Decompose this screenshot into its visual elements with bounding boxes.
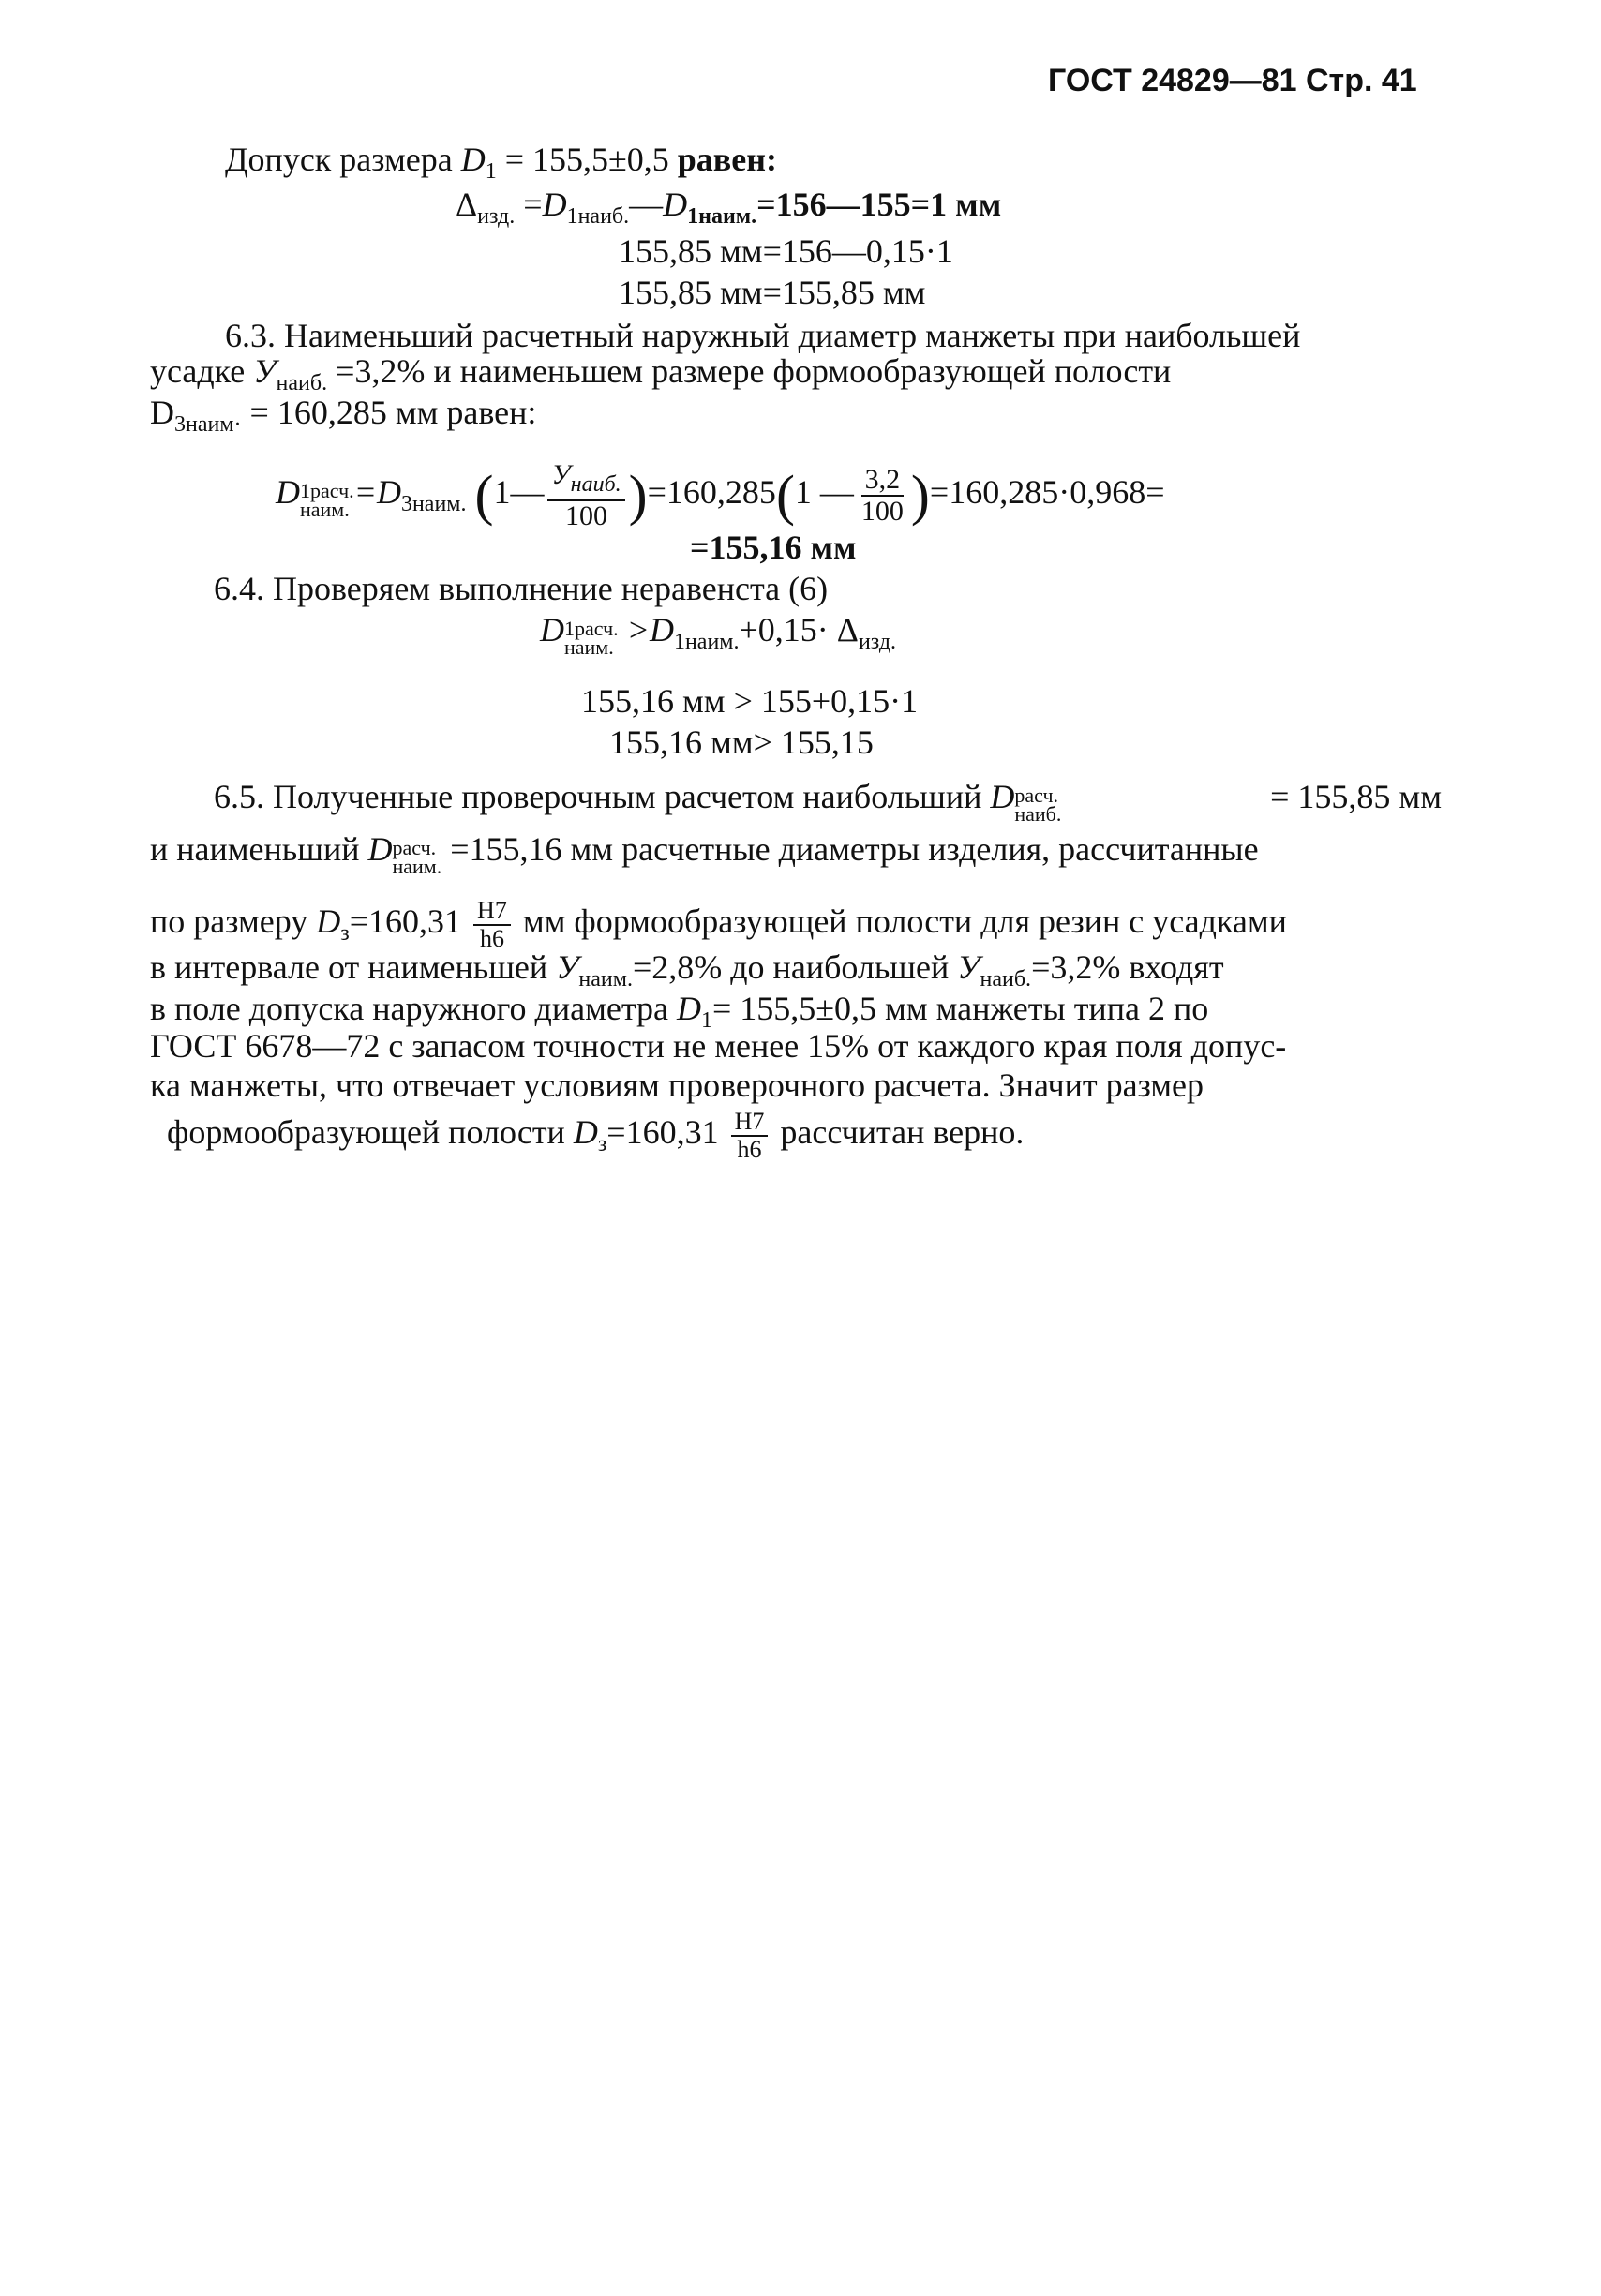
sub: наиб. xyxy=(980,967,1032,991)
formula-delta: $\Delta_{изд.}$ $=D_{1наиб.}—D_{1наим.}=156—155=1$ мм xyxy=(456,186,1002,229)
sub: 1расч. xyxy=(300,479,354,502)
sub: наиб. xyxy=(570,471,621,497)
paren: ( xyxy=(474,464,494,527)
fit-fraction xyxy=(473,898,511,952)
frac-num: 3,2 xyxy=(861,465,905,497)
text: =160,31 xyxy=(606,1113,719,1151)
symbol-u: У xyxy=(556,948,579,986)
sub: расч. xyxy=(392,836,437,859)
text: рассчитан верно. xyxy=(780,1113,1025,1151)
sub: наим. xyxy=(578,967,633,991)
text: =3,2% и наименьшем размере формообразующей полости xyxy=(336,352,1172,390)
paren: ) xyxy=(910,464,930,527)
text: =160,31 xyxy=(349,902,462,940)
fraction xyxy=(547,460,624,531)
text: по размеру xyxy=(150,902,308,940)
frac-den: 100 xyxy=(860,495,904,527)
text: =3,2% входят xyxy=(1031,948,1224,986)
text: Допуск размера xyxy=(225,141,453,178)
text: = 155,5±0,5 xyxy=(504,141,669,178)
sub-stack xyxy=(300,479,354,521)
symbol-u: У xyxy=(957,948,980,986)
sub: наим. xyxy=(300,498,350,521)
text: =155,16 мм расчетные диаметры изделия, рассчитанные xyxy=(450,830,1259,868)
text: =160,285 xyxy=(647,473,776,511)
sub: 1расч. xyxy=(564,617,619,640)
sub: наиб. xyxy=(1014,802,1062,826)
text: равен: xyxy=(677,141,777,178)
paragraph-line: ГОСТ 6678—72 с запасом точности не менее 15% от каждого края поля допус- xyxy=(150,1027,1287,1065)
sub: 1наим. xyxy=(673,630,740,654)
frac-num xyxy=(547,460,624,501)
sub: наим. xyxy=(564,635,614,659)
symbol-d: D xyxy=(677,990,701,1027)
paragraph-line xyxy=(214,778,1442,824)
paragraph-line xyxy=(150,830,1259,876)
symbol-d: D xyxy=(367,830,393,868)
formula-line: 155,16 мм> 155,15 xyxy=(609,723,874,761)
paragraph-line: 6.3. Наименьший расчетный наружный диаметр манжеты при наибольшей xyxy=(225,317,1301,354)
text: +0,15· Δ xyxy=(739,611,859,649)
text: 1— xyxy=(493,473,545,511)
frac-num: H7 xyxy=(473,898,511,926)
formula-line: 155,85 мм=156—0,15·1 xyxy=(619,232,953,270)
paren: ( xyxy=(775,464,795,527)
sub: 1наим. xyxy=(687,204,757,229)
text: = 155,5±0,5 мм манжеты типа 2 по xyxy=(712,990,1209,1027)
symbol-d: D xyxy=(990,778,1015,815)
symbol-d: D xyxy=(663,186,688,223)
tolerance-line xyxy=(225,141,777,190)
sub: наим. xyxy=(392,855,442,878)
text: и наименьший xyxy=(150,830,360,868)
sub: наиб. xyxy=(276,371,328,395)
sub: з xyxy=(597,1132,607,1156)
paragraph-line: 6.4. Проверяем выполнение неравенста (6) xyxy=(214,570,829,607)
paragraph-line xyxy=(167,1095,1024,1170)
delta-symbol: Δ xyxy=(456,186,478,223)
frac-den: 100 xyxy=(565,499,608,531)
text: формообразующей полости xyxy=(167,1113,565,1151)
symbol-d: D xyxy=(150,394,174,431)
sub-stack xyxy=(1014,783,1062,826)
sub: з xyxy=(340,921,350,946)
text: усадке xyxy=(150,352,246,390)
sub-stack xyxy=(564,619,619,657)
symbol-u: У xyxy=(253,352,277,390)
text: мм формообразующей полости для резин с усадками xyxy=(522,902,1287,940)
formula-line: 155,85 мм=155,85 мм xyxy=(619,274,926,311)
sub: 3наим· xyxy=(174,412,242,437)
formula-result: =155,16 мм xyxy=(690,529,857,566)
paragraph-line xyxy=(150,888,1287,954)
paren: ) xyxy=(628,464,648,527)
formula-d1-calc: D1расч. наим. $=D_{3наим.}$ (1— $\frac{У_{наиб.}}{100}$ )=160,285(1 — $\frac{3,2}{100}$ )=160,285·0,968= xyxy=(276,458,1165,531)
text: =2,8% до наибольшей xyxy=(632,948,950,986)
sub: расч. xyxy=(1014,783,1059,807)
text: >D xyxy=(626,611,674,649)
text: =156—155=1 мм xyxy=(756,186,1002,223)
text: 6.5. Полученные проверочным расчетом наибольший xyxy=(214,778,982,815)
sub-stack xyxy=(392,836,442,878)
text: = 155,85 мм xyxy=(1270,778,1442,815)
frac-num: H7 xyxy=(731,1109,769,1137)
formula-inequality xyxy=(540,611,896,667)
fraction xyxy=(858,465,907,527)
fit-fraction xyxy=(731,1109,769,1163)
symbol-d: D xyxy=(460,141,486,178)
paragraph-line: ка манжеты, что отвечает условиям проверочного расчета. Значит размер xyxy=(150,1066,1204,1104)
symbol-u: У xyxy=(551,458,571,490)
sub: 1наиб. xyxy=(566,204,630,229)
symbol-d: D xyxy=(542,186,567,223)
page-header: ГОСТ 24829—81 Стр. 41 xyxy=(1048,63,1417,98)
paragraph-line xyxy=(150,394,536,443)
text: = 160,285 мм равен: xyxy=(249,394,537,431)
sub: 1 xyxy=(701,1008,712,1033)
formula-line: 155,16 мм > 155+0,15·1 xyxy=(581,682,919,720)
text: =D xyxy=(353,473,401,511)
frac-den: h6 xyxy=(737,1135,762,1163)
text: =160,285·0,968= xyxy=(929,473,1165,511)
sub: 1 xyxy=(485,159,497,184)
symbol-d: D xyxy=(573,1113,598,1151)
symbol-d: D xyxy=(276,473,300,511)
sub: 3наим. xyxy=(400,492,467,516)
sub: изд. xyxy=(477,204,516,229)
symbol-d: D xyxy=(540,611,564,649)
symbol-d: D xyxy=(316,902,341,940)
text: в интервале от наименьшей xyxy=(150,948,548,986)
sub: изд. xyxy=(858,630,897,654)
text: в поле допуска наружного диаметра xyxy=(150,990,668,1027)
frac-den: h6 xyxy=(479,924,504,952)
